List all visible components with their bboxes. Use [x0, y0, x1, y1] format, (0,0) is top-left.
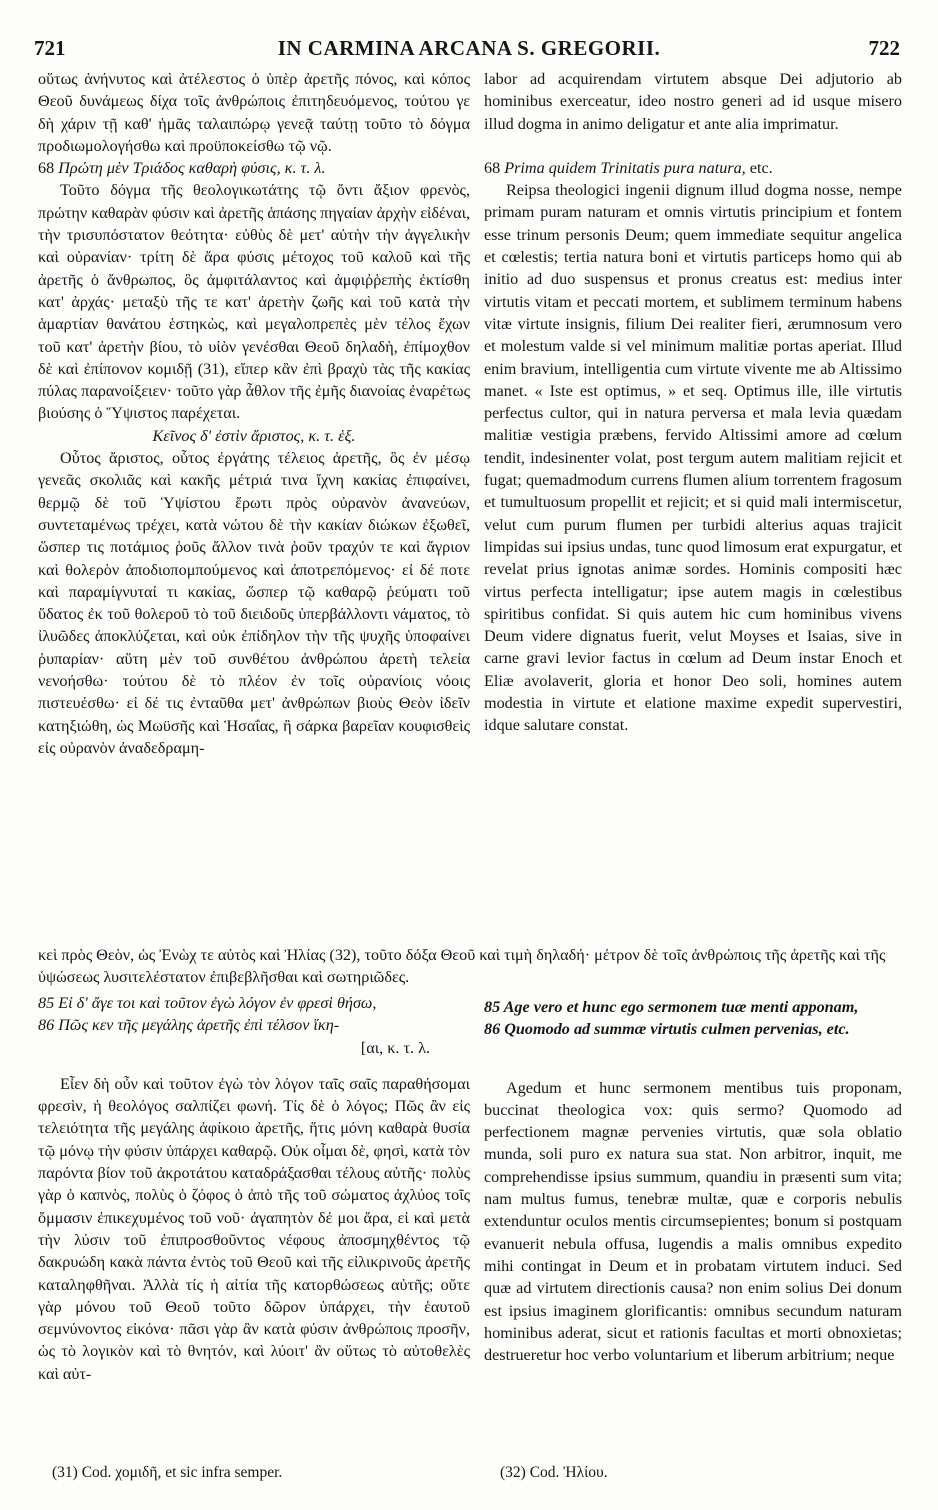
- latin-column-top: [484, 68, 902, 737]
- latin-paragraph-3: Agedum et hunc sermonem mentibus tuis proponam, buccinat theologica vox: quis sermo? Quomodo ad perfectionem magnæ pervenies virtutis, quæ sola oblatio munda, soli puro ex natura sua stat. Non arbitror, inquit, me comprehendisse ipsius summum, quandiu in præsenti sum vita; nam multus fumus, tenebræ multæ, quæ e corporis nebulis extenduntur oculos mentis circumsepientes; bonum si postquam evanuerit nebula offusa, lugendis a malis omnibus expedito mihi contingat in Deum et in probatam virtutem induci. Sed quæ ad virtutem directionis causa? non enim solius Dei donum est ipsius imaginem glorificantis: omnibus secundum naturam hominibus aderat, sicut et rationis facultas et morti obnoxietas; destrueretur hoc verbo voluntarium et liberum arbitrium; neque: [484, 1078, 902, 1365]
- latin-column-bottom: [484, 996, 902, 1366]
- greek-lemma-keinos: Κεῖνος δ' ἐστὶν ἄριστος, κ. τ. ἑξ.: [152, 426, 356, 445]
- latin-paragraph-1: labor ad acquirendam virtutem absque Dei adjutorio ab hominibus exerceatur, ideo nostro generi ad id usque misero illud dogma in animo deligatur et ante alia imprimatur.: [484, 70, 902, 133]
- greek-column-bottom: [38, 992, 470, 1385]
- greek-wide-text: κεὶ πρὸς Θεὸν, ὡς Ἐνὼχ τε αὐτὸς καὶ Ἠλίας (32), τοῦτο δόξα Θεοῦ καὶ τιμὴ δηλαδή· μέτρον δὲ τοῖς ἀνθρώποις τῆς ἀρετῆς καὶ τῆς ὑψώσεως λυσιτελέστατον ἐπιβεβλῆσθαι καὶ σωτηριῶδες.: [38, 946, 886, 987]
- latin-paragraph-2: Reipsa theologici ingenii dignum illud dogma nosse, nempe primam puram naturam et omnis virtutis principium et fontem esse trinum personis Deum; quem immediate sequitur angelica et cœlestis; tertia natura boni et virtutis particeps homo qui ab initio ad duo suspensus et pronus creatus est: medius inter virtutis vitam et peccati mortem, et sublimem terminum habens vitæ virtute insignis, filium Dei realiter fieri, ærumnosum vero et molestum valde si vel minimum malitiæ portas aperiat. Illud enim bravium, intelligentia cum virtute vivente me ab Altissimo manet. « Iste est optimus, » et seq. Optimus ille, ille virtutis perfectus cultor, qui in natura perversa et mala levia quædam malitiæ vestigia præbens, fervido Altissimi amore ad cœlum tendit, indesinenter volat, post tergum autem malitiam rejicit et fugat; quemadmodum currens flumen alium torrentem fragosum et tumultuosum propellit et rejicit; et si quid mali intermiscetur, velut cum purum flumen per turbidi alterius aquas trajicit limpidas sui ipsius undas, tunc quod limosum erat expurgatur, et revelat prius ignotas animæ sordes. Hominis compositi hæc virtus perfecta intelligatur; ipse autem magis in cœlestibus spiritibus confidat. Si quis autem hic cum hominibus vivens Deum videre dignatus fuerit, velut Moyses et Isaias, sive in carne gravi levior factus in cœlum ad Deum instar Enoch et Eliæ avolaverit, gloria et honor Deo soli, homines autem modestia in virtute et elatione maxime expedit supervestiri, idque salutare constat.: [484, 181, 902, 735]
- greek-lemma-68: [38, 157, 470, 179]
- greek-paragraph-3: Οὗτος ἄριστος, οὗτος ἐργάτης τέλειος ἀρετῆς, ὃς ἐν μέσῳ γενεᾶς σκολιᾶς καὶ κακῆς μέτριά τινα ἴχνη κακίας ἐπιφαίνει, θερμῷ δὲ τοῦ Ὑψίστου ἔρωτι πρὸς οὐρανὸν ἀνανεύων, συντεταμένως τρέχει, κατὰ νώτου δὲ τὴν κακίαν διώκων ἐξωθεῖ, ὥσπερ τις ποτάμιος ῥοῦς ἄλλον τινὰ ῥοῦν τραχύν τε καὶ ἄγριον καὶ θολερὸν ἀποδιοπομπούμενος καὶ ἀποτρεπόμενος· εἰ δέ ποτε καὶ παραμίγνυταί τι κακίας, ὥσπερ τῷ καθαρῷ ῥεύματι τοῦ ὕδατος ἐκ τοῦ θολεροῦ τὸ τοῦ διειδοῦς ὑπερβάλλοντι νάματος, τὸ ἰλυῶδες ἀποκλύζεται, καὶ οὐκ ἐπίδηλον τὴν τῆς ψυχῆς ὑποφαίνει ῥυπαρίαν· αὕτη μὲν τοῦ συνθέτου ἀνθρώπου ἀρετὴ τελεία νενοήσθω· τούτου δὲ τὸ πλέον ἐν τοῖς οὐρανίοις νόοις πιστευέσθω· εἰ δέ τις ἐνταῦθα μετ' ἀνθρώπων βιοὺς Θεὸν ἰδεῖν κατηξιώθη, ὡς Μωϋσῆς καὶ Ἡσαΐας, ἢ σάρκα βαρεῖαν κουφισθεὶς εἰς οὐρανὸν ἀναδεδραμη-: [38, 449, 470, 757]
- latin-lemma-68: [484, 157, 902, 179]
- greek-lemma-86-cont: [αι, κ. τ. λ.: [360, 1038, 430, 1057]
- latin-lemma-86: 86 Quomodo ad summæ virtutis culmen pervenias, etc.: [484, 1020, 850, 1039]
- page-number-right: 722: [868, 36, 900, 60]
- running-title: IN CARMINA ARCANA S. GREGORII.: [277, 36, 661, 60]
- lemma-number: 68: [38, 159, 55, 178]
- footnote-31: (31) Cod. χομιδῆ, et sic infra semper.: [52, 1464, 283, 1481]
- greek-paragraph-4: Εἶεν δὴ οὖν καὶ τοῦτον ἐγὼ τὸν λόγον ταῖς σαῖς παραθήσομαι φρεσὶν, ἡ θεολόγος σαλπίζει φωνή. Τίς δὲ ὁ λόγος; Πῶς ἂν εἰς τελειότητα τῆς μεγάλης ἀφίκοιο ἀρετῆς, ἥτις μόνη καθαρὰ θυσία τῷ μόνῳ τὴν φύσιν ὑπάρχει καθαρῷ. Οὐκ οἶμαι δὲ, φησὶ, κατὰ τὸν παρόντα βίον τοῦ ἀκροτάτου καταδράξασθαι τέλους αὐτῆς· πολὺς γὰρ ὁ καπνὸς, πολὺς ὁ ζόφος ὁ ἀπὸ τῆς τοῦ σώματος ἀχλύος τοῖς ὄμμασιν ἐπικεχυμένος τοῦ νοῦ· ἀγαπητὸν δέ μοι ἄρα, εἰ καὶ μετὰ τὴν λύσιν τοῦ ἐπιπροσθοῦντος νέφους ἀποσμηχθέντος τῷ δακρυώδη κακὰ πάντα ἐντὸς τοῦ Θεοῦ καὶ τῆς εἰλικρινοῦς ἀρετῆς καταληφθῆναι. Ἀλλὰ τίς ἡ αἰτία τῆς κατορθώσεως αὐτῆς; οὔτε γὰρ μόνου τοῦ Θεοῦ τοῦτο δῶρον ὑπάρχει, τὴν ἑαυτοῦ σεμνύνοντος εἰκόνα· πᾶσι γὰρ ἂν κατὰ φύσιν ἀνθρώποις προσῆν, ὡς τὸ λογικὸν καὶ τὸ θνητόν, καὶ λύοιτ' ἂν οὕτως τὸ αὐτοθελὲς καὶ αὐτ-: [38, 1074, 470, 1383]
- greek-paragraph-2: Τοῦτο δόγμα τῆς θεολογικωτάτης τῷ ὄντι ἄξιον φρενὸς, πρώτην καθαρὰν φύσιν καὶ ἀρετῆς ἁπάσης πηγαίαν ἀρχὴν εἰδέναι, τὴν τρισυπόστατον θεότητα· εὐθὺς δὲ μετ' αὐτὴν τὴν ἀγγελικὴν καὶ οὐρανίαν· τρίτη δὲ ἄρα φύσις μέτοχος τοῦ καλοῦ καὶ τῆς ἀρετῆς ὁ ἄνθρωπος, ὃς ἀμφιτάλαντος καὶ ἀμφιῤῥεπὴς ἐκτίσθη κατ' ἀρχάς· μεταξὺ τῆς τε κατ' ἀρετὴν ζωῆς καὶ τοῦ κατὰ τὴν ἁμαρτίαν θανάτου ἑστηκὼς, καὶ μεγαλοπρεπὲς μὲν τέλος ἔχων τοῦ κατ' ἀρετὴν βίου, τὸ υἱὸν γενέσθαι Θεοῦ δηλαδὴ, ἐπίμοχθον δὲ καὶ ἐπίπονον κομιδῇ (31), εἴπερ κἂν ἐπὶ βραχὺ τὰς τῆς κακίας πύλας παρανοίξειεν· τοῦτο γὰρ ἆθλον τῆς ἐμῆς διανοίας ἐναρέτως βιούσης ὁ Ὕψιστος παρέχεται.: [38, 181, 470, 423]
- greek-column-top: [38, 68, 470, 759]
- greek-full-width-continuation: [38, 944, 902, 989]
- greek-lemma-86: 86 Πῶς κεν τῆς μεγάλης ἀρετῆς ἐπὶ τέλσον ἵκη-: [38, 1016, 340, 1035]
- lemma-text: Prima quidem Trinitatis pura natura,: [504, 158, 746, 177]
- lemma-etc: etc.: [749, 158, 773, 177]
- greek-paragraph-1: οὕτως ἀνήνυτος καὶ ἀτέλεστος ὁ ὑπὲρ ἀρετῆς πόνος, καὶ κόπος Θεοῦ δυνάμεως δίχα τοῖς ἀνθρώποις ἐπιτηδευόμενος, τούτου γε δὴ χάριν τῇ καθ' ἡμᾶς ταλαιπώρῳ γενεᾷ ταύτῃ τοῦτο τὸ δόγμα προδιωμολογήσθω καὶ προϋποκείσθω τῷ νῷ.: [38, 70, 470, 155]
- footnote-32: (32) Cod. Ἠλίου.: [500, 1464, 608, 1481]
- page-number-left: 721: [34, 36, 66, 60]
- lemma-text: Πρώτη μὲν Τριάδος καθαρὴ φύσις, κ. τ. λ.: [58, 159, 326, 178]
- greek-lemma-85: 85 Εἰ δ' ἄγε τοι καὶ τοῦτον ἐγὼ λόγον ἐν φρεσὶ θήσω,: [38, 994, 377, 1012]
- latin-lemma-85: 85 Age vero et hunc ego sermonem tuæ menti apponam,: [484, 998, 859, 1016]
- lemma-number: 68: [484, 158, 501, 177]
